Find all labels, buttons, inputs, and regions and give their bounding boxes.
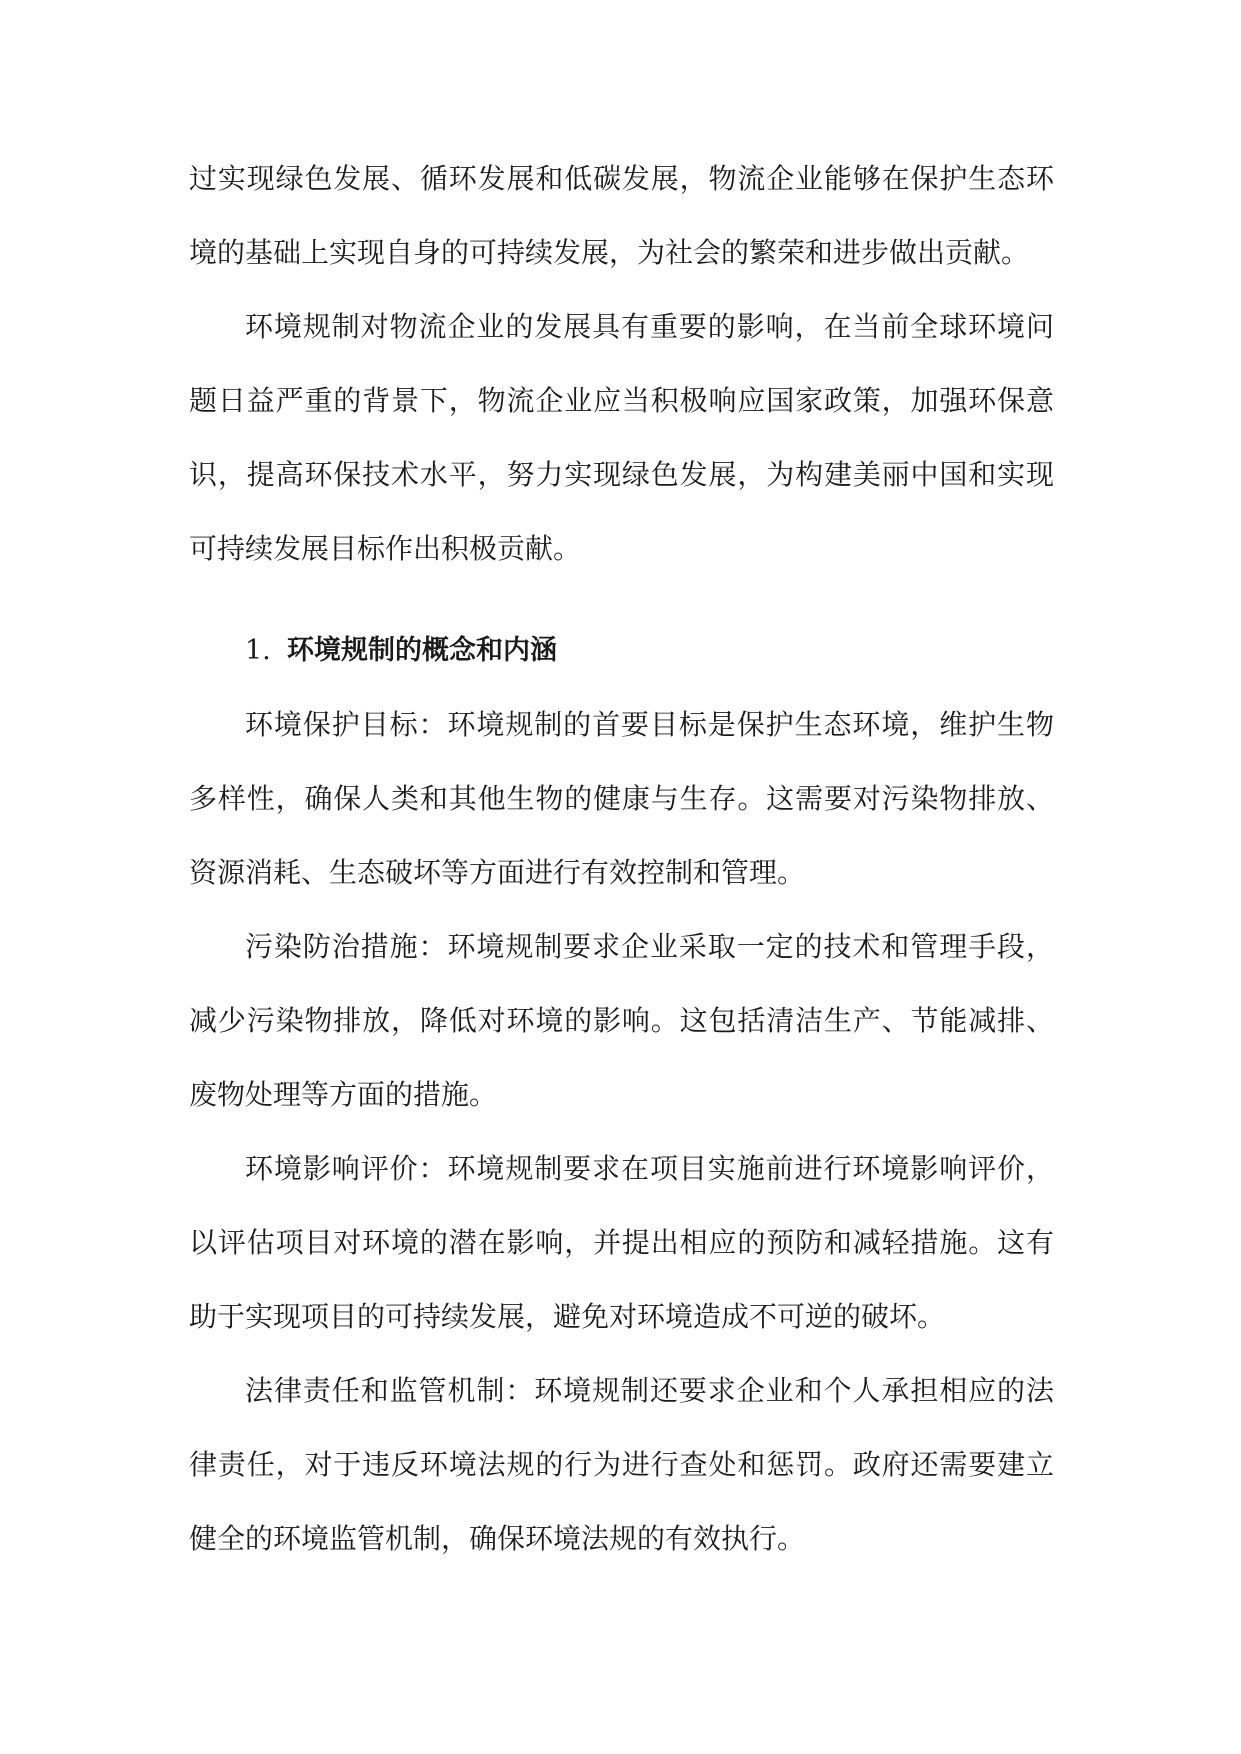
document-body [189,142,1054,1576]
section-title: 环境规制的概念和内涵 [287,635,557,666]
paragraph-legal-responsibility: 法律责任和监管机制：环境规制还要求企业和个人承担相应的法律责任，对于违反环境法规的行为进行查处和惩罚。政府还需要建立健全的环境监管机制，确保环境法规的有效执行。 [189,1374,1054,1555]
paragraph-continuation: 过实现绿色发展、循环发展和低碳发展，物流企业能够在保护生态环境的基础上实现自身的可持续发展，为社会的繁荣和进步做出贡献。 [189,162,1054,269]
section-heading [189,614,1054,688]
section-number: 1. [245,635,271,666]
paragraph-regulation-impact: 环境规制对物流企业的发展具有重要的影响，在当前全球环境问题日益严重的背景下，物流企业应当积极响应国家政策，加强环保意识，提高环保技术水平，努力实现绿色发展，为构建美丽中国和实现可持续发展目标作出积极贡献。 [189,310,1054,565]
paragraph-protection-goal: 环境保护目标：环境规制的首要目标是保护生态环境，维护生物多样性，确保人类和其他生物的健康与生存。这需要对污染物排放、资源消耗、生态破坏等方面进行有效控制和管理。 [189,708,1054,889]
paragraph-impact-assessment: 环境影响评价：环境规制要求在项目实施前进行环境影响评价，以评估项目对环境的潜在影响，并提出相应的预防和减轻措施。这有助于实现项目的可持续发展，避免对环境造成不可逆的破坏。 [189,1152,1054,1333]
paragraph-pollution-control: 污染防治措施：环境规制要求企业采取一定的技术和管理手段，减少污染物排放，降低对环境的影响。这包括清洁生产、节能减排、废物处理等方面的措施。 [189,930,1054,1111]
